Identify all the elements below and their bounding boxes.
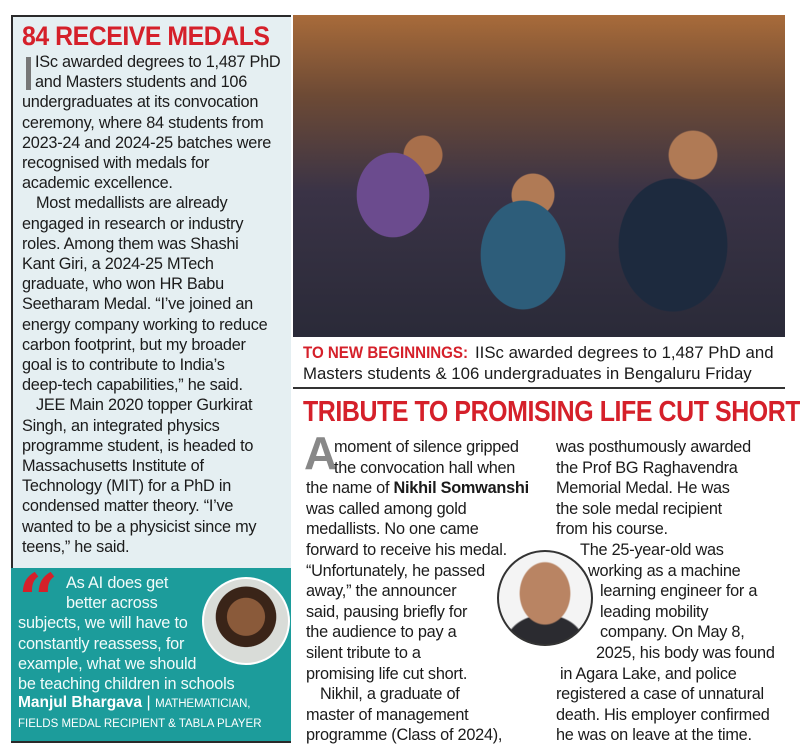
text-line: away,” the announcer <box>306 582 457 601</box>
nikhil-somwanshi-portrait <box>497 550 593 646</box>
text-line: be teaching children in schools <box>18 675 235 694</box>
text-line: 2025, his body was found <box>596 643 775 662</box>
tribute-headline: TRIBUTE TO PROMISING LIFE CUT SHORT <box>303 396 800 428</box>
medals-headline: 84 RECEIVE MEDALS <box>22 21 270 51</box>
text-line: death. His employer confirmed <box>556 705 770 724</box>
caption-label: TO NEW BEGINNINGS: <box>303 343 469 362</box>
text-line: energy company working to reduce <box>22 315 268 334</box>
text-line: the audience to pay a <box>306 623 457 642</box>
text-line: ceremony, where 84 students from <box>22 113 264 132</box>
text-line: Singh, an integrated physics <box>22 416 220 435</box>
text-line: silent tribute to a <box>306 643 421 662</box>
quote-author-name: Manjul Bhargava <box>18 694 143 711</box>
text-line: Nikhil, a graduate of <box>320 685 460 704</box>
text-line: working as a machine <box>588 561 741 580</box>
attribution-separator: | <box>146 694 151 711</box>
text-line: Technology (MIT) for a PhD in <box>22 477 232 496</box>
quote-author-role-2: FIELDS MEDAL RECIPIENT & TABLA PLAYER <box>18 718 262 730</box>
text-line: academic excellence. <box>22 174 173 193</box>
quote-text <box>18 573 234 694</box>
quote-attribution <box>18 694 250 712</box>
text-line: said, pausing briefly for <box>306 602 468 621</box>
text-line: he was on leave at the time. <box>556 726 752 745</box>
nikhil-name: Nikhil Somwanshi <box>393 479 529 498</box>
tribute-column-1 <box>306 437 529 746</box>
text-line: teens,” he said. <box>22 537 130 556</box>
text-line: was called among gold <box>306 499 467 518</box>
text-line: recognised with medals for <box>22 154 210 173</box>
text-line: JEE Main 2020 topper Gurkirat <box>36 396 253 415</box>
text-line: leading mobility <box>600 602 709 621</box>
text-line: roles. Among them was Shashi <box>22 234 239 253</box>
text-line: Most medallists are already <box>36 194 228 213</box>
text-line: was posthumously awarded <box>556 438 751 456</box>
text-line: and Masters students and 106 <box>35 73 248 92</box>
text-line: carbon footprint, but my broader <box>22 335 246 354</box>
text-line: forward to receive his medal. <box>306 540 507 559</box>
text-line <box>306 478 529 499</box>
text-line: learning engineer for a <box>600 582 758 601</box>
drop-cap: A <box>304 427 338 479</box>
caption-text: IISc awarded degrees to 1,487 PhD and Masters students & 106 undergraduates in Bengaluru Friday <box>303 343 774 383</box>
text-line: constantly reassess, for <box>18 634 185 653</box>
text-line: master of management <box>306 705 469 724</box>
convocation-photo <box>293 15 785 337</box>
text-line: from his course. <box>556 520 668 539</box>
text-line: programme student, is headed to <box>22 436 254 455</box>
quote-author-role: MATHEMATICIAN, <box>155 698 251 710</box>
text-line: 2023-24 and 2024-25 batches were <box>22 133 272 152</box>
text-line: “Unfortunately, he passed <box>306 561 485 580</box>
text-line: The 25-year-old was <box>580 540 724 559</box>
text-line: the sole medal recipient <box>556 499 722 518</box>
text-line: promising life cut short. <box>306 664 468 683</box>
text-line-prefix: the name of <box>306 479 394 498</box>
text-line: deep-tech capabilities,” he said. <box>22 376 243 395</box>
text-line: subjects, we will have to <box>18 614 188 633</box>
text-line: As AI does get <box>66 574 169 592</box>
text-line: company. On May 8, <box>600 623 745 642</box>
text-line: undergraduates at its convocation <box>22 93 259 112</box>
text-line: the convocation hall when <box>334 458 516 477</box>
text-line: ISc awarded degrees to 1,487 PhD <box>35 53 281 71</box>
medals-article-body <box>22 52 288 557</box>
text-line: in Agara Lake, and police <box>560 664 737 683</box>
text-line: Massachusetts Institute of <box>22 457 204 476</box>
text-line: the Prof BG Raghavendra <box>556 458 738 477</box>
text-line: moment of silence gripped <box>334 438 519 456</box>
quote-mark-icon: “ <box>18 558 59 641</box>
text-line: engaged in research or industry <box>22 214 244 233</box>
text-line: Memorial Medal. He was <box>556 479 730 498</box>
text-line: condensed matter theory. “I’ve <box>22 497 234 516</box>
text-line: example, what we should <box>18 654 197 673</box>
text-line: Kant Giri, a 2024-25 MTech <box>22 255 214 274</box>
text-line: programme (Class of 2024), <box>306 726 503 745</box>
text-line: better across <box>66 594 158 613</box>
divider <box>293 387 785 389</box>
text-line: medallists. No one came <box>306 520 479 539</box>
photo-caption <box>303 342 788 384</box>
text-line: wanted to be a physicist since my <box>22 517 257 536</box>
text-line: graduate, who won HR Babu <box>22 275 224 294</box>
text-line: goal is to contribute to India’s <box>22 356 225 375</box>
text-line: Seetharam Medal. “I’ve joined an <box>22 295 253 314</box>
text-line: registered a case of unnatural <box>556 685 764 704</box>
